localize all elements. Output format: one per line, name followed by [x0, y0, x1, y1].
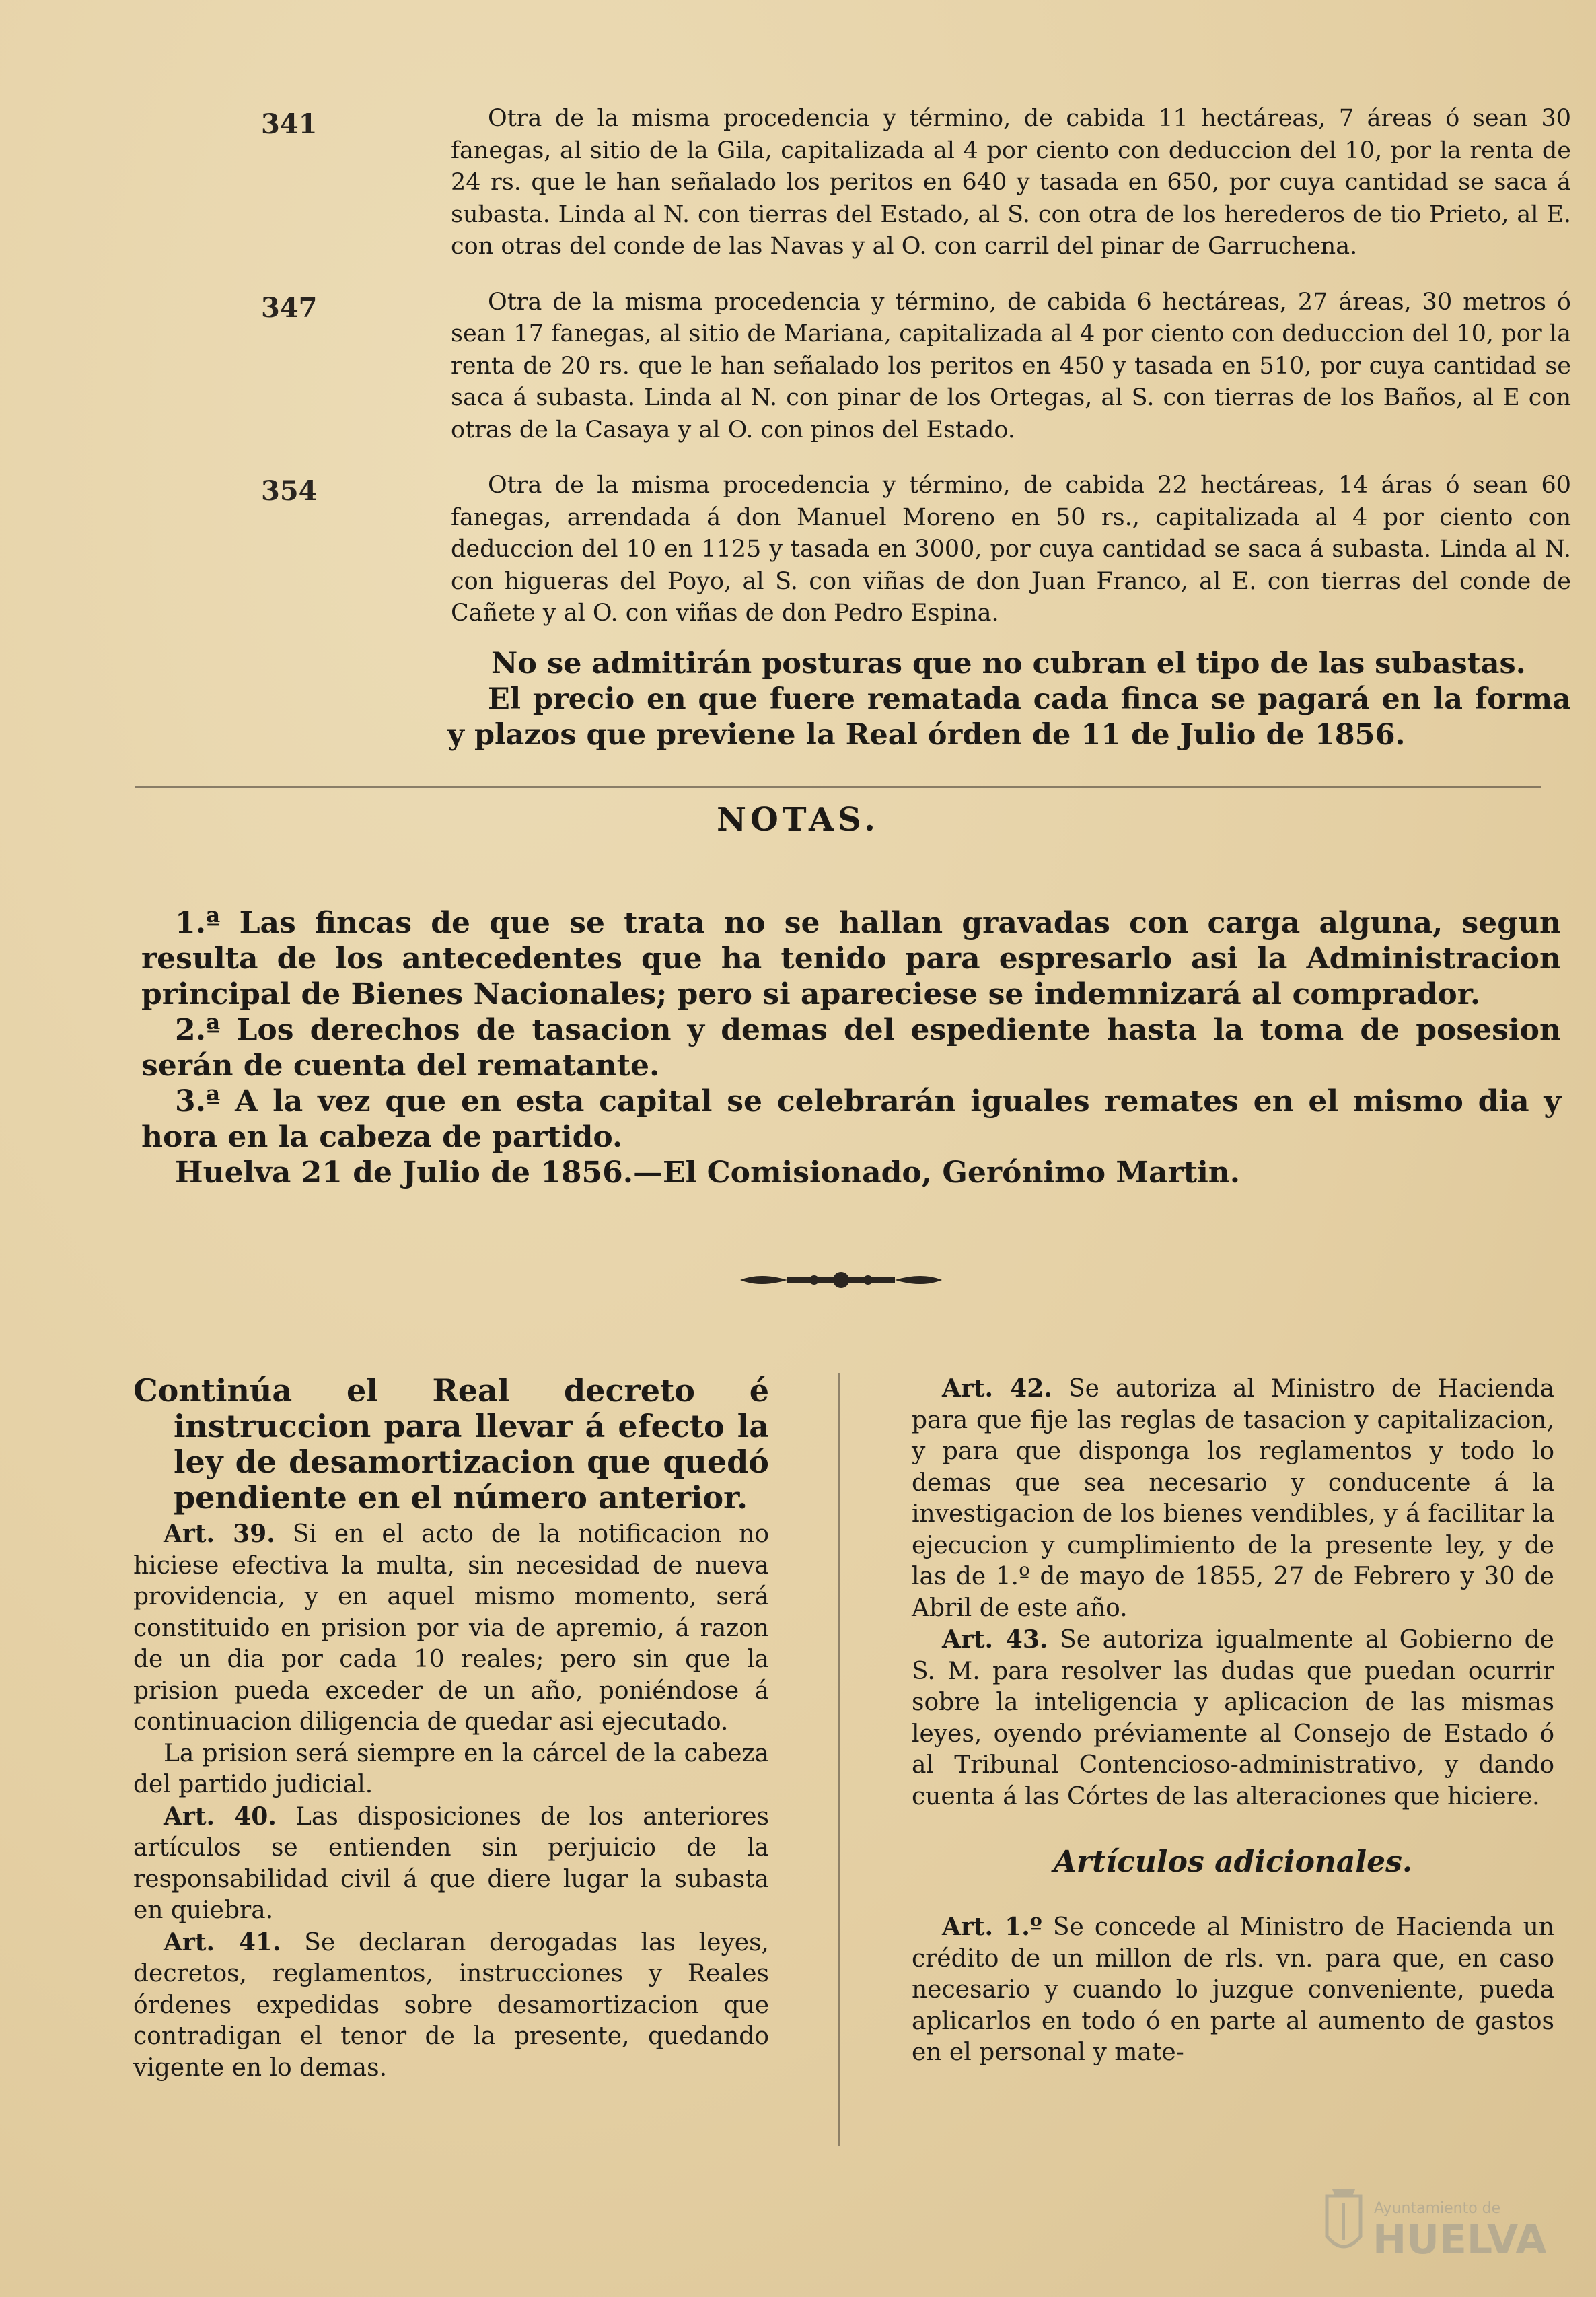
lot-description: Otra de la misma procedencia y término, de cabida 11 hectáreas, 7 áreas ó sean 30 fanegas, al sitio de la Gila, capitalizada al 4 por ciento con deduccion del 10, por la renta de 24 rs. que le han señalado los peritos en 640 y tasada en 650, por cuya cantidad se saca á subasta. Linda al N. con tierras del Estado, al S. con otra de los herederos de tio Prieto, al E. con otras del conde de las Navas y al O. con carril del pinar de Garruchena.: [451, 105, 1571, 260]
article-paragraph: [133, 1738, 769, 1801]
signature: Huelva 21 de Julio de 1856.—El Comisionado, Gerónimo Martin.: [175, 1156, 1241, 1190]
auction-conditions: [447, 646, 1571, 753]
lot-number: 347: [261, 291, 318, 324]
lot-description: Otra de la misma procedencia y término, de cabida 22 hectáreas, 14 áras ó sean 60 fanegas, arrendada á don Manuel Moreno en 50 rs., capitalizada al 4 por ciento con deduccion del 10 en 1125 y tasada en 3000, por cuya cantidad se saca á subasta. Linda al N. con higueras del Poyo, al S. con viñas de don Juan Franco, al E. con tierras del conde de Cañete y al O. con viñas de don Pedro Espina.: [451, 472, 1571, 627]
article-text: Se declaran derogadas las leyes, decretos, reglamentos, instrucciones y Reales órdenes expedidas sobre desamortizacion que contradigan el tenor de la presente, quedando vigente en lo demas.: [133, 1928, 770, 2082]
article-paragraph: [912, 1911, 1554, 2069]
article-label: Art. 1.º: [942, 1913, 1042, 1941]
notes-section: [141, 905, 1561, 1191]
article-text: Si en el acto de la notificacion no hiciese efectiva la multa, sin necesidad de nueva providencia, y en aquel mismo momento, será constituido en prision por via de apremio, á razon de un dia por cada 10 reales; pero sin que la prision pueda exceder de un año, poniéndose á continuacion diligencia de quedar asi ejecutado.: [133, 1520, 769, 1736]
article-text: La prision será siempre en la cárcel de la cabeza del partido judicial.: [133, 1739, 769, 1798]
lot-description: Otra de la misma procedencia y término, de cabida 6 hectáreas, 27 áreas, 30 metros ó sean 17 fanegas, al sitio de Mariana, capitalizada al 4 por ciento con deduccion del 10, por la renta de 20 rs. que le han señalado los peritos en 450 y tasada en 510, por cuya cantidad se saca á subasta. Linda al N. con pinar de los Ortegas, al S. con tierras de los Baños, al E con otras de la Casaya y al O. con pinos del Estado.: [451, 288, 1571, 444]
article-text: Se concede al Ministro de Hacienda un crédito de un millon de rls. vn. para que, en caso necesario y cuando lo juzgue conveniente, pueda aplicarlos en todo ó en parte al aumento de gastos en el personal y mate-: [912, 1913, 1554, 2066]
article-paragraph: [133, 1518, 769, 1738]
property-lots: [261, 79, 1571, 653]
article-label: Art. 43.: [942, 1625, 1048, 1654]
notes-title: NOTAS.: [717, 801, 879, 839]
divider: [135, 786, 1541, 788]
lot-entry: [261, 287, 1571, 447]
lot-entry: [261, 470, 1571, 630]
left-column: [133, 1373, 769, 2084]
watermark-logo: [1313, 2176, 1556, 2270]
right-column: [912, 1373, 1554, 2069]
article-text: Se autoriza al Ministro de Hacienda para que fije las reglas de tasacion y capitalizacion, y para que disponga los reglamentos y todo lo demas que sea necesario y conducente á la investigacion de los bienes vendibles, y á facilitar la ejecucion y cumplimiento de la presente ley, y de las de 1.º de mayo de 1855, 27 de Febrero y 30 de Abril de este año.: [912, 1375, 1554, 1622]
section-heading: [133, 1373, 769, 1516]
lot-number: 354: [261, 475, 318, 507]
watermark-small-text: Ayuntamiento de: [1374, 2200, 1501, 2217]
note-item: 2.ª Los derechos de tasacion y demas del espediente hasta la toma de posesion serán de cuenta del rematante.: [141, 1013, 1561, 1083]
article-label: Art. 39.: [164, 1520, 275, 1548]
column-divider: [838, 1373, 840, 2146]
condition-text: El precio en que fuere rematada cada finca se pagará en la forma y plazos que previene la Real órden de 11 de Julio de 1856.: [447, 682, 1571, 752]
lot-number: 341: [261, 108, 318, 140]
article-paragraph: [133, 1801, 769, 1927]
ornament-divider: [733, 1267, 949, 1294]
article-paragraph: [912, 1624, 1554, 1812]
article-label: Art. 41.: [164, 1928, 281, 1956]
note-item: 1.ª Las fincas de que se trata no se hallan gravadas con carga alguna, segun resulta de los antecedentes que ha tenido para espresarlo asi la Administracion principal de Bienes Nacionales; pero si apareciese se indemnizará al comprador.: [141, 906, 1561, 1012]
lot-entry: [261, 103, 1571, 263]
article-paragraph: [133, 1927, 769, 2084]
article-text: Las disposiciones de los anteriores artículos se entienden sin perjuicio de la responsabilidad civil á que diere lugar la subasta en quiebra.: [133, 1802, 769, 1924]
condition-text: No se admitirán posturas que no cubran el tipo de las subastas.: [491, 647, 1526, 680]
crest-icon: [1327, 2189, 1361, 2247]
note-item: 3.ª A la vez que en esta capital se celebrarán iguales remates en el mismo dia y hora en la cabeza de partido.: [141, 1084, 1561, 1154]
article-text: Se autoriza igualmente al Gobierno de S. M. para resolver las dudas que puedan ocurrir sobre la inteligencia y aplicacion de las mismas leyes, oyendo préviamente al Consejo de Estado ó al Tribunal Contencioso-administrativo, y dando cuenta á las Córtes de las alteraciones que hiciere.: [912, 1626, 1554, 1810]
article-paragraph: [912, 1373, 1554, 1624]
additional-articles-heading: Artículos adicionales.: [1053, 1845, 1413, 1879]
heading-text: Continúa el Real decreto é instruccion para llevar á efecto la ley de desamortizacion que quedó pendiente en el número anterior.: [133, 1372, 769, 1516]
article-label: Art. 42.: [942, 1374, 1052, 1403]
watermark-big-text: HUELVA: [1373, 2216, 1547, 2263]
article-label: Art. 40.: [164, 1802, 277, 1831]
